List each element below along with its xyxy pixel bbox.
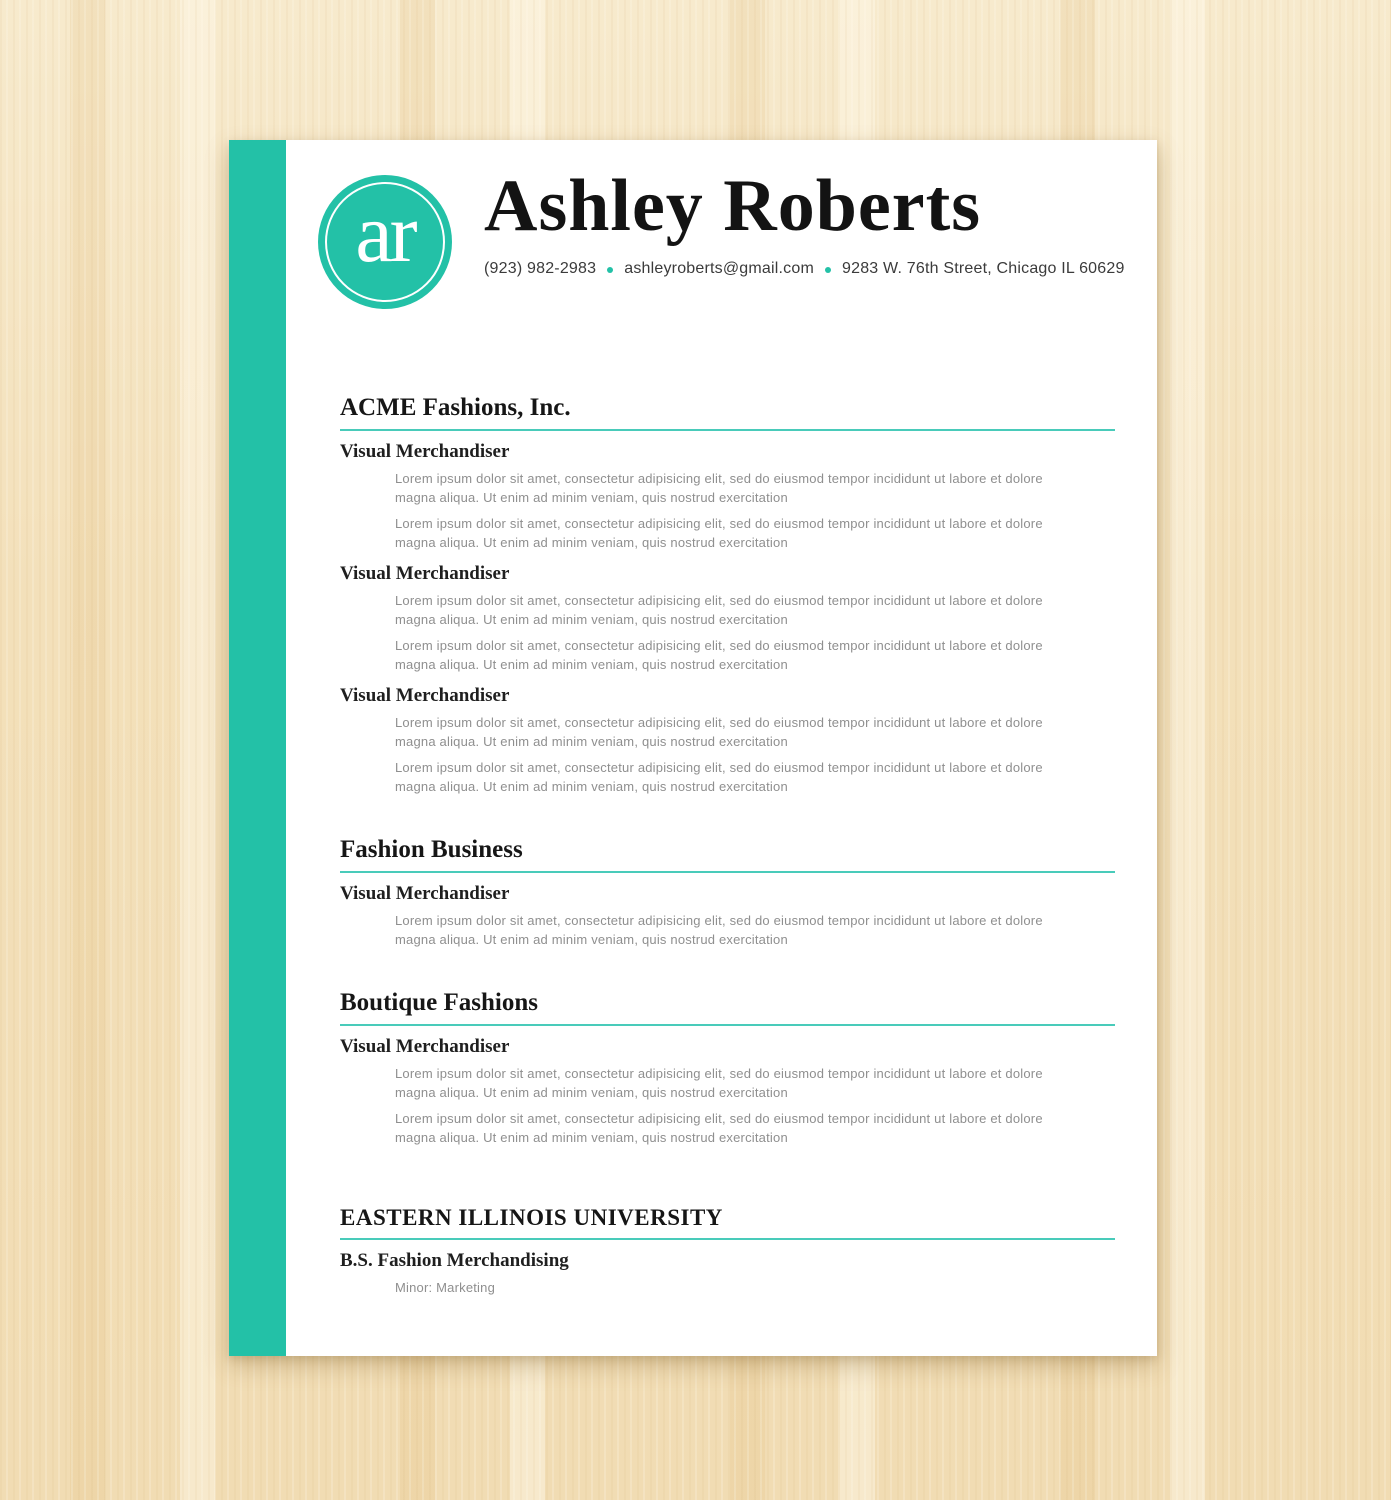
section-title: ACME Fashions, Inc. bbox=[340, 395, 1115, 431]
contact-phone: (923) 982-2983 bbox=[484, 259, 597, 277]
contact-separator-dot bbox=[607, 267, 613, 273]
resume-section bbox=[340, 990, 1115, 1148]
monogram-badge bbox=[318, 175, 452, 309]
entry-paragraph: Lorem ipsum dolor sit amet, consectetur adipisicing elit, sed do eiusmod tempor incididunt ut labore et dolore magna aliqua. Ut enim ad minim veniam, quis nostrud exercitation bbox=[395, 1111, 1043, 1146]
entry-role: B.S. Fashion Merchandising bbox=[340, 1250, 569, 1272]
contact-line bbox=[484, 260, 1124, 278]
entry-paragraph: Lorem ipsum dolor sit amet, consectetur adipisicing elit, sed do eiusmod tempor incididunt ut labore et dolore magna aliqua. Ut enim ad minim veniam, quis nostrud exercitation bbox=[395, 593, 1043, 628]
section-title: Fashion Business bbox=[340, 837, 1115, 873]
monogram-initials: ar bbox=[355, 186, 415, 280]
entry-paragraph: Lorem ipsum dolor sit amet, consectetur adipisicing elit, sed do eiusmod tempor incididunt ut labore et dolore magna aliqua. Ut enim ad minim veniam, quis nostrud exercitation bbox=[395, 913, 1043, 948]
person-name: Ashley Roberts bbox=[484, 165, 982, 247]
contact-separator-dot bbox=[825, 267, 831, 273]
entry-paragraph: Lorem ipsum dolor sit amet, consectetur adipisicing elit, sed do eiusmod tempor incididunt ut labore et dolore magna aliqua. Ut enim ad minim veniam, quis nostrud exercitation bbox=[395, 638, 1043, 673]
resume-document bbox=[229, 140, 1157, 1356]
resume-sections bbox=[340, 395, 1115, 1338]
entry-role: Visual Merchandiser bbox=[340, 441, 510, 463]
resume-section bbox=[340, 395, 1115, 797]
entry-paragraph: Minor: Marketing bbox=[395, 1280, 496, 1296]
section-title: EASTERN ILLINOIS UNIVERSITY bbox=[340, 1206, 1115, 1240]
entry-role: Visual Merchandiser bbox=[340, 685, 510, 706]
entry-role: Visual Merchandiser bbox=[340, 883, 510, 905]
contact-address: 9283 W. 76th Street, Chicago IL 60629 bbox=[842, 259, 1125, 277]
resume-header bbox=[484, 165, 1125, 278]
resume-section bbox=[340, 1206, 1115, 1298]
entry-paragraph: Lorem ipsum dolor sit amet, consectetur adipisicing elit, sed do eiusmod tempor incididunt ut labore et dolore magna aliqua. Ut enim ad minim veniam, quis nostrud exercitation bbox=[395, 715, 1043, 749]
entry-paragraph: Lorem ipsum dolor sit amet, consectetur adipisicing elit, sed do eiusmod tempor incididunt ut labore et dolore magna aliqua. Ut enim ad minim veniam, quis nostrud exercitation bbox=[395, 1066, 1043, 1101]
entry-paragraph: Lorem ipsum dolor sit amet, consectetur adipisicing elit, sed do eiusmod tempor incididunt ut labore et dolore magna aliqua. Ut enim ad minim veniam, quis nostrud exercitation bbox=[395, 516, 1043, 551]
contact-email: ashleyroberts@gmail.com bbox=[624, 259, 815, 277]
entry-role: Visual Merchandiser bbox=[340, 1036, 510, 1058]
entry-paragraph: Lorem ipsum dolor sit amet, consectetur adipisicing elit, sed do eiusmod tempor incididunt ut labore et dolore magna aliqua. Ut enim ad minim veniam, quis nostrud exercitation bbox=[395, 759, 1043, 794]
section-title: Boutique Fashions bbox=[340, 990, 1115, 1026]
entry-role: Visual Merchandiser bbox=[340, 563, 510, 585]
entry-paragraph: Lorem ipsum dolor sit amet, consectetur adipisicing elit, sed do eiusmod tempor incididunt ut labore et dolore magna aliqua. Ut enim ad minim veniam, quis nostrud exercitation bbox=[395, 471, 1043, 506]
resume-section bbox=[340, 837, 1115, 950]
accent-stripe bbox=[229, 140, 286, 1356]
